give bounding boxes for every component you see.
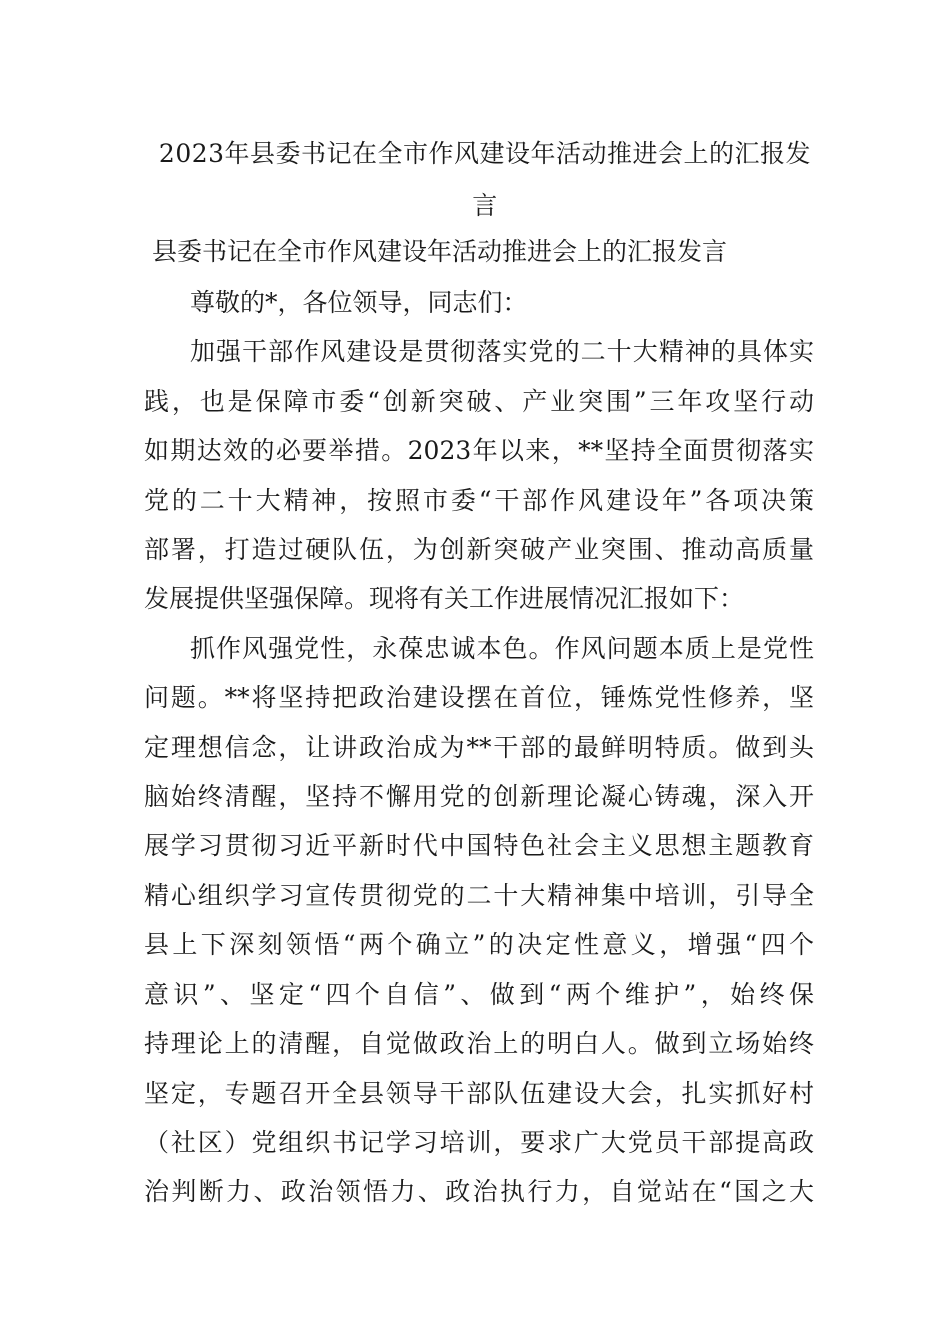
title-line-1: 2023年县委书记在全市作风建设年活动推进会上的汇报发 [158, 139, 812, 168]
document-body [144, 278, 814, 1217]
paragraph-2-line: 坚定，专题召开全县领导干部队伍建设大会，扎实抓好村 [144, 1078, 814, 1108]
paragraph-1-line: 发展提供坚强保障。现将有关工作进展情况汇报如下： [144, 584, 745, 614]
paragraph-1-line: 加强干部作风建设是贯彻落实党的二十大精神的具体实 [190, 337, 814, 367]
paragraph-2-line: 展学习贯彻习近平新时代中国特色社会主义思想主题教育 [144, 831, 814, 861]
paragraph-1-line: 党的二十大精神，按照市委“干部作风建设年”各项决策 [144, 485, 814, 515]
paragraph-2-line: 意识”、坚定“四个自信”、做到“两个维护”，始终保 [144, 979, 814, 1009]
paragraph-2-line: 问题。**将坚持把政治建设摆在首位，锤炼党性修养，坚 [144, 683, 814, 713]
paragraph-2-line: 县上下深刻领悟“两个确立”的决定性意义，增强“四个 [144, 930, 814, 960]
paragraph-1-line: 部署，打造过硬队伍，为创新突破产业突围、推动高质量 [144, 535, 814, 565]
paragraph-1-line: 如期达效的必要举措。2023年以来，**坚持全面贯彻落实 [144, 436, 814, 466]
paragraph-1-line: 践，也是保障市委“创新突破、产业突围”三年攻坚行动 [144, 386, 814, 416]
paragraph-2-line: 持理论上的清醒，自觉做政治上的明白人。做到立场始终 [144, 1029, 814, 1059]
document-title [140, 128, 830, 232]
paragraph-2-line: 精心组织学习宣传贯彻党的二十大精神集中培训，引导全 [144, 880, 814, 910]
paragraph-2-line: 脑始终清醒，坚持不懈用党的创新理论凝心铸魂，深入开 [144, 782, 814, 812]
paragraph-2-line: 抓作风强党性，永葆忠诚本色。作风问题本质上是党性 [190, 633, 814, 663]
paragraph-2-line: 定理想信念，让讲政治成为**干部的最鲜明特质。做到头 [144, 732, 814, 762]
paragraph-2-line: 治判断力、政治领悟力、政治执行力，自觉站在“国之大 [144, 1177, 814, 1207]
document-subtitle: 县委书记在全市作风建设年活动推进会上的汇报发言 [152, 237, 728, 266]
title-line-2: 言 [472, 191, 498, 220]
paragraph-2-line: （社区）党组织书记学习培训，要求广大党员干部提高政 [144, 1127, 814, 1157]
salutation-line: 尊敬的*，各位领导，同志们： [190, 288, 528, 317]
